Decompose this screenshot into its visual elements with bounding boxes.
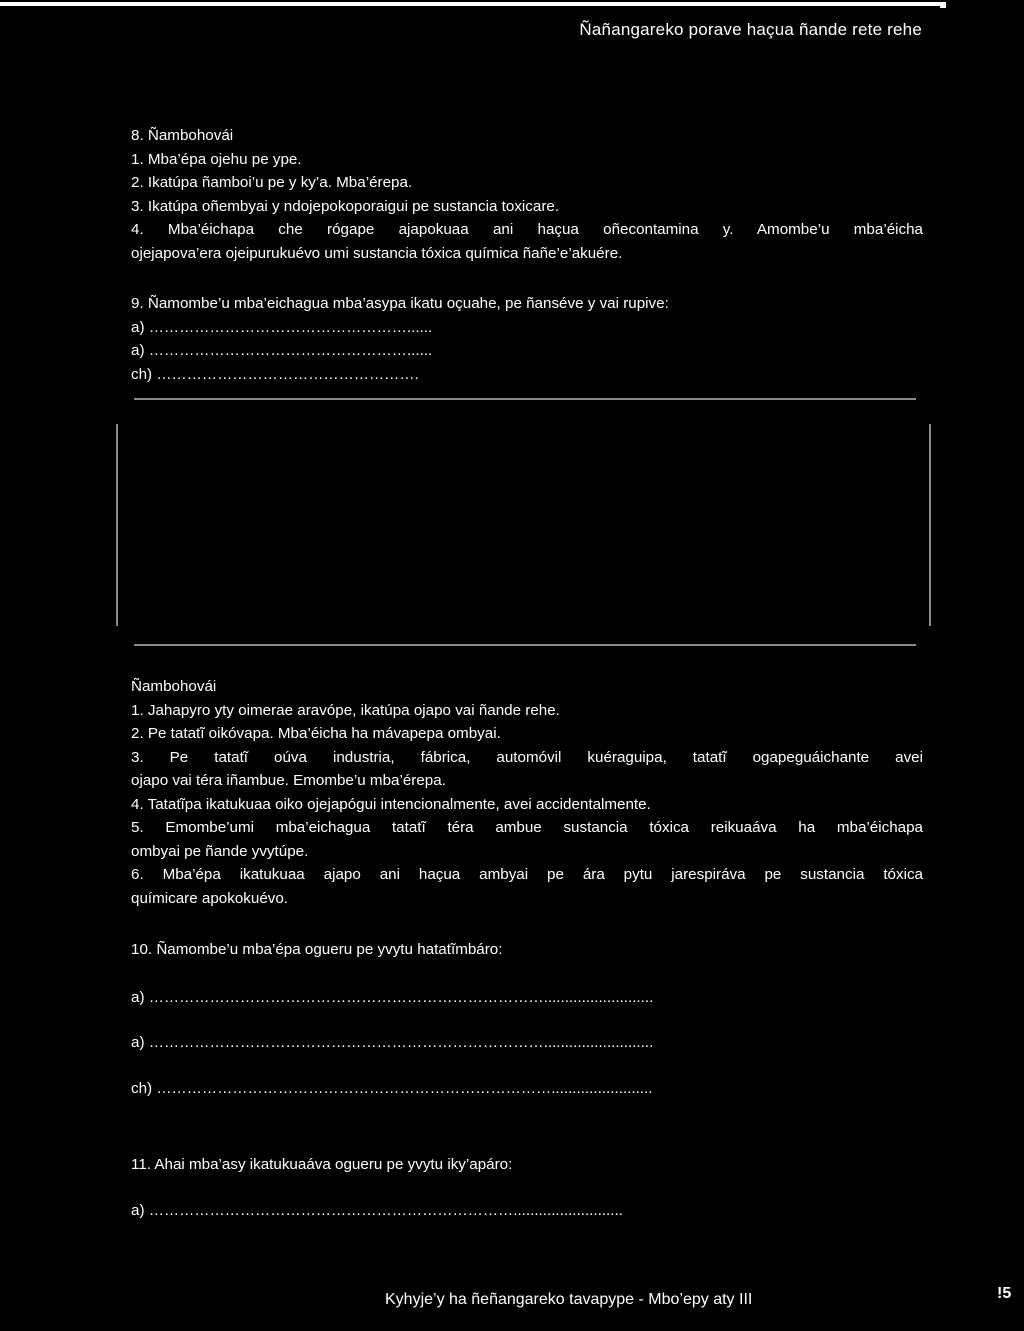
question-item: 5. Emombe’umi mba’eichagua tatatĩ téra ambue sustancia tóxica reikuaáva ha mba’éichapa <box>131 819 923 836</box>
question-item: 4. Mba’éichapa che rógape ajapokuaa ani haçua oñecontamina y. Amombe’u mba’éicha <box>131 221 923 238</box>
box-left-rule <box>116 424 118 626</box>
section-11 <box>131 1153 923 1222</box>
question-item: 1. Mba’épa ojehu pe ype. <box>131 150 302 168</box>
box-right-rule <box>929 424 931 626</box>
question-item: 3. Pe tatatĩ oúva industria, fábrica, automóvil kuéraguipa, tatatĩ ogapeguáichante avei <box>131 748 923 766</box>
answer-line: a) ……………………………………………...... <box>131 342 433 359</box>
top-rule <box>0 2 946 6</box>
answer-line: a) …………………………………………………………………….......................... <box>131 988 654 1006</box>
question-item: 6. Mba’épa ikatukuaa ajapo ani haçua ambyai pe ára pytu jarespirávа pe sustancia tóxica <box>131 866 923 883</box>
page-number: !5 <box>997 1285 1012 1302</box>
question-item: ojejapova’era ojeipurukuévo umi sustancia tóxica química ñañe’e’akuére. <box>131 244 623 262</box>
question-item: 3. Ikatúpa oñembyai y ndojepokoporaigui pe sustancia toxicare. <box>131 197 560 215</box>
section-9 <box>131 292 923 386</box>
section-heading: 11. Ahai mba’asy ikatukuaáva ogueru pe yvytu iky’apáro: <box>131 1156 513 1173</box>
section-heading: 10. Ñamombe’u mba’épa ogueru pe yvytu hatatĩmbáro: <box>131 941 503 958</box>
answer-line: a) ……………………………………………………………….......................... <box>131 1201 623 1219</box>
running-footer: Kyhyje’y ha ñeñangareko tavapype - Mbo’epy aty III <box>385 1291 753 1308</box>
top-rule-cap <box>940 4 946 8</box>
question-item: 2. Ikatúpa ñamboi’u pe y ky’a. Mba’érepa. <box>131 174 413 191</box>
section-heading: Ñambohovái <box>131 678 217 695</box>
question-item: químicare apokokuévo. <box>131 889 289 907</box>
question-item: ombyai pe ñande yvytúpe. <box>131 842 309 860</box>
answer-line: a) …………………………………………………………………….......................... <box>131 1034 654 1051</box>
section-heading: 8. Ñambohovái <box>131 127 234 144</box>
answer-line: a) ……………………………………………...... <box>131 318 433 336</box>
section-8 <box>131 124 923 265</box>
answer-line: ch) ……………………………………………………………………........................ <box>131 1079 653 1097</box>
running-header: Ñañangareko porave haçua ñande rete rehe <box>579 20 922 39</box>
section-answers <box>131 675 923 910</box>
box-top-rule <box>134 398 916 400</box>
section-heading: 9. Ñamombe’u mba’eichagua mba’asypa ikatu oçuahe, pe ñanséve y vai rupive: <box>131 295 669 312</box>
section-10 <box>131 938 923 1100</box>
question-item: 4. Tatatĩpa ikatukuaa oiko ojejapógui intencionalmente, avei accidentalmente. <box>131 795 651 813</box>
question-item: 1. Jahapyro yty oimerae aravópe, ikatúpa ojapo vai ñande rehe. <box>131 701 560 719</box>
question-item: ojapo vai téra iñambue. Emombe’u mba’érepa. <box>131 772 446 789</box>
answer-line: ch) ……………………………………………. <box>131 365 419 383</box>
box-bottom-rule <box>134 644 916 646</box>
question-item: 2. Pe tatatĩ oikóvapa. Mba’éicha ha mávapepa ombyai. <box>131 725 501 742</box>
